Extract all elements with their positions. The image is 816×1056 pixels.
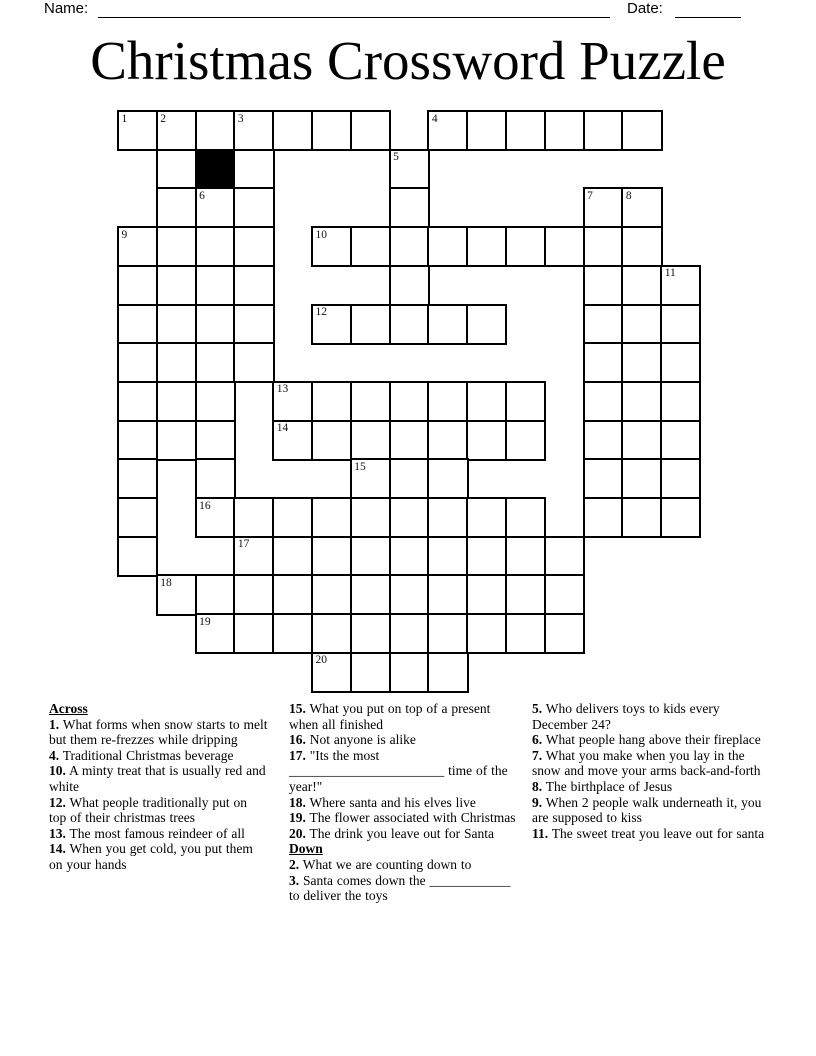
cell-number: 4 bbox=[431, 112, 438, 125]
clues-heading: Down bbox=[289, 841, 323, 857]
grid-cell[interactable] bbox=[156, 420, 197, 461]
grid-cell[interactable] bbox=[117, 226, 158, 267]
cell-number: 19 bbox=[199, 615, 211, 628]
grid-cell[interactable] bbox=[389, 187, 430, 228]
grid-cell[interactable] bbox=[156, 342, 197, 383]
grid-cell[interactable] bbox=[544, 536, 585, 577]
grid-cell[interactable] bbox=[233, 613, 274, 654]
grid-cell[interactable] bbox=[427, 226, 468, 267]
clues-heading: Across bbox=[49, 701, 88, 716]
grid-cell[interactable] bbox=[195, 304, 236, 345]
grid-cell[interactable] bbox=[117, 381, 158, 422]
grid-cell[interactable] bbox=[660, 342, 701, 383]
clue-number: 10. bbox=[49, 763, 66, 779]
clue-number: 8. bbox=[532, 778, 543, 794]
grid-cell[interactable] bbox=[427, 110, 468, 151]
grid-cell[interactable] bbox=[466, 304, 507, 345]
grid-cell[interactable] bbox=[117, 110, 158, 151]
grid-cell[interactable] bbox=[233, 149, 274, 190]
clue: 20. The drink you leave out for Santa bbox=[289, 825, 494, 841]
grid-cell[interactable] bbox=[389, 652, 430, 693]
grid-cell[interactable] bbox=[427, 458, 468, 499]
cell-number: 6 bbox=[199, 189, 205, 202]
grid-cell[interactable] bbox=[583, 342, 624, 383]
grid-cell[interactable] bbox=[389, 226, 430, 267]
grid-cell[interactable] bbox=[233, 110, 274, 151]
grid-cell[interactable] bbox=[466, 110, 507, 151]
cell-number: 18 bbox=[160, 576, 172, 589]
grid-cell[interactable] bbox=[117, 304, 158, 345]
grid-cell[interactable] bbox=[195, 381, 236, 422]
clue: 15. What you put on top of a present when all finished bbox=[289, 701, 491, 732]
grid-cell[interactable] bbox=[233, 497, 274, 538]
clue: 17. "Its the most _______________________ time of the year!" bbox=[289, 747, 508, 794]
grid-cell[interactable] bbox=[195, 265, 236, 306]
grid-cell[interactable] bbox=[427, 574, 468, 615]
clue-number: 20. bbox=[289, 825, 306, 841]
grid-cell[interactable] bbox=[233, 574, 274, 615]
grid-cell[interactable] bbox=[466, 497, 507, 538]
grid-cell[interactable] bbox=[389, 536, 430, 577]
clue-number: 5. bbox=[532, 701, 543, 716]
grid-cell[interactable] bbox=[156, 381, 197, 422]
grid-cell[interactable] bbox=[350, 381, 391, 422]
grid-cell[interactable] bbox=[311, 497, 352, 538]
clue-number: 19. bbox=[289, 810, 306, 826]
clue-number: 15. bbox=[289, 701, 306, 716]
grid-cell[interactable] bbox=[583, 381, 624, 422]
grid-cell[interactable] bbox=[117, 536, 158, 577]
cell-number: 3 bbox=[237, 112, 244, 125]
grid-cell[interactable] bbox=[350, 613, 391, 654]
grid-cell[interactable] bbox=[233, 226, 274, 267]
clue-number: 18. bbox=[289, 794, 306, 810]
grid-cell[interactable] bbox=[544, 226, 585, 267]
grid-cell[interactable] bbox=[621, 342, 662, 383]
name-label: Name: bbox=[44, 0, 89, 17]
clue: 12. What people traditionally put on top of their christmas trees bbox=[49, 794, 247, 826]
grid-cell[interactable] bbox=[311, 574, 352, 615]
grid-cell[interactable] bbox=[311, 110, 352, 151]
clue-number: 16. bbox=[289, 732, 306, 748]
grid-cell[interactable] bbox=[660, 265, 701, 306]
grid-cell[interactable] bbox=[583, 226, 624, 267]
grid-cell[interactable] bbox=[156, 304, 197, 345]
clue-number: 3. bbox=[289, 872, 300, 888]
clue: 4. Traditional Christmas beverage bbox=[49, 747, 234, 763]
grid-cell[interactable] bbox=[311, 613, 352, 654]
grid-cell[interactable] bbox=[350, 304, 391, 345]
grid-cell[interactable] bbox=[621, 187, 662, 228]
grid-cell[interactable] bbox=[350, 226, 391, 267]
clue: 11. The sweet treat you leave out for santa bbox=[532, 825, 765, 841]
clue-number: 12. bbox=[49, 794, 66, 810]
grid-cell[interactable] bbox=[660, 304, 701, 345]
grid-cell[interactable] bbox=[272, 420, 313, 461]
grid-cell[interactable] bbox=[350, 420, 391, 461]
grid-cell[interactable] bbox=[389, 613, 430, 654]
grid-cell[interactable] bbox=[233, 342, 274, 383]
grid-cell[interactable] bbox=[272, 613, 313, 654]
clues-column-2 bbox=[289, 701, 519, 904]
grid-cell[interactable] bbox=[621, 304, 662, 345]
grid-cell[interactable] bbox=[233, 265, 274, 306]
grid-cell[interactable] bbox=[466, 420, 507, 461]
cell-number: 20 bbox=[315, 654, 327, 667]
grid-cell[interactable] bbox=[389, 381, 430, 422]
cell-number: 16 bbox=[199, 499, 211, 512]
grid-cell[interactable] bbox=[195, 420, 236, 461]
grid-cell[interactable] bbox=[311, 420, 352, 461]
grid-cell[interactable] bbox=[272, 381, 313, 422]
grid-cell[interactable] bbox=[621, 420, 662, 461]
grid-cell[interactable] bbox=[195, 187, 236, 228]
clue: 1. What forms when snow starts to melt but them re-frezzes while dripping bbox=[49, 716, 268, 748]
grid-cell[interactable] bbox=[195, 574, 236, 615]
grid-cell[interactable] bbox=[311, 226, 352, 267]
grid-cell[interactable] bbox=[272, 574, 313, 615]
grid-cell[interactable] bbox=[621, 458, 662, 499]
clue: 7. What you make when you lay in the snow and move your arms back-and-forth bbox=[532, 747, 761, 779]
grid-cell[interactable] bbox=[272, 497, 313, 538]
grid-cell[interactable] bbox=[583, 458, 624, 499]
grid-cell[interactable] bbox=[195, 226, 236, 267]
grid-cell[interactable] bbox=[350, 110, 391, 151]
grid-cell[interactable] bbox=[505, 226, 546, 267]
grid-cell[interactable] bbox=[505, 574, 546, 615]
grid-cell[interactable] bbox=[505, 497, 546, 538]
clue: 5. Who delivers toys to kids every December 24? bbox=[532, 701, 720, 732]
grid-cell[interactable] bbox=[311, 304, 352, 345]
grid-cell[interactable] bbox=[117, 458, 158, 499]
cell-number: 13 bbox=[276, 383, 289, 396]
grid-cell[interactable] bbox=[350, 458, 391, 499]
clue-number: 9. bbox=[532, 794, 543, 810]
cell-number: 12 bbox=[315, 306, 327, 318]
grid-cell[interactable] bbox=[583, 420, 624, 461]
clue-number: 7. bbox=[532, 747, 543, 763]
grid-cell[interactable] bbox=[466, 536, 507, 577]
grid-cell[interactable] bbox=[156, 574, 197, 615]
grid-cell[interactable] bbox=[195, 458, 236, 499]
grid-cell[interactable] bbox=[544, 574, 585, 615]
clue: 9. When 2 people walk underneath it, you are supposed to kiss bbox=[532, 794, 762, 826]
grid-cell[interactable] bbox=[389, 149, 430, 190]
grid-cell[interactable] bbox=[427, 536, 468, 577]
clue: 18. Where santa and his elves live bbox=[289, 794, 476, 810]
cell-number: 2 bbox=[160, 112, 167, 125]
grid-cell[interactable] bbox=[621, 381, 662, 422]
grid-cell[interactable] bbox=[350, 497, 391, 538]
clue: 14. When you get cold, you put them on your hands bbox=[49, 841, 253, 872]
grid-cell[interactable] bbox=[427, 381, 468, 422]
clue-number: 13. bbox=[49, 825, 66, 841]
grid-cell[interactable] bbox=[427, 497, 468, 538]
grid-cell[interactable] bbox=[621, 497, 662, 538]
grid-cell[interactable] bbox=[427, 304, 468, 345]
grid-cell[interactable] bbox=[505, 536, 546, 577]
grid-cell[interactable] bbox=[195, 342, 236, 383]
grid-cell[interactable] bbox=[660, 381, 701, 422]
date-label: Date: bbox=[627, 0, 663, 17]
clue-number: 14. bbox=[49, 841, 66, 857]
clue: 6. What people hang above their fireplace bbox=[532, 732, 761, 748]
clue: 2. What we are counting down to bbox=[289, 856, 472, 872]
grid-cell[interactable] bbox=[660, 458, 701, 499]
grid-cell[interactable] bbox=[311, 381, 352, 422]
grid-cell[interactable] bbox=[156, 265, 197, 306]
clues-column-3 bbox=[532, 701, 770, 841]
grid-cell[interactable] bbox=[389, 574, 430, 615]
cell-number: 15 bbox=[354, 460, 366, 473]
grid-cell[interactable] bbox=[583, 304, 624, 345]
clue: 16. Not anyone is alike bbox=[289, 732, 416, 748]
cell-number: 17 bbox=[237, 538, 250, 551]
name-blank-line[interactable] bbox=[98, 2, 610, 18]
grid-cell[interactable] bbox=[544, 110, 585, 151]
grid-cell[interactable] bbox=[389, 497, 430, 538]
grid-cell[interactable] bbox=[195, 613, 236, 654]
clue-number: 17. bbox=[289, 747, 306, 763]
date-blank-line[interactable] bbox=[675, 2, 741, 18]
grid-cell[interactable] bbox=[505, 420, 546, 461]
page-title: Christmas Crossword Puzzle bbox=[90, 30, 726, 91]
grid-cell[interactable] bbox=[156, 149, 197, 190]
cell-number: 1 bbox=[121, 112, 128, 125]
grid-cell[interactable] bbox=[195, 110, 236, 151]
grid-cell[interactable] bbox=[427, 420, 468, 461]
grid-cell[interactable] bbox=[427, 652, 468, 693]
grid-cell[interactable] bbox=[621, 110, 662, 151]
grid-cell[interactable] bbox=[117, 265, 158, 306]
grid-cell[interactable] bbox=[583, 497, 624, 538]
clue-number: 11. bbox=[532, 825, 549, 841]
grid-cell[interactable] bbox=[311, 652, 352, 693]
grid-cell[interactable] bbox=[350, 652, 391, 693]
grid-cell[interactable] bbox=[466, 381, 507, 422]
grid-cell[interactable] bbox=[583, 265, 624, 306]
grid-cell[interactable] bbox=[466, 613, 507, 654]
clue-number: 4. bbox=[49, 747, 60, 763]
clue: 8. The birthplace of Jesus bbox=[532, 778, 673, 794]
grid-cell[interactable] bbox=[505, 381, 546, 422]
grid-cell[interactable] bbox=[583, 110, 624, 151]
grid-cell[interactable] bbox=[233, 304, 274, 345]
cell-number: 11 bbox=[664, 267, 676, 280]
clues-column-1 bbox=[49, 701, 268, 873]
clue-number: 2. bbox=[289, 856, 300, 872]
crossword-grid bbox=[117, 110, 702, 694]
cell-number: 9 bbox=[121, 228, 128, 241]
grid-cell[interactable] bbox=[505, 110, 546, 151]
grid-cell[interactable] bbox=[389, 265, 430, 306]
clue: 10. A minty treat that is usually red and white bbox=[49, 763, 266, 794]
grid-cell[interactable] bbox=[233, 536, 274, 577]
grid-cell[interactable] bbox=[156, 226, 197, 267]
cell-number: 5 bbox=[393, 151, 399, 164]
cell-number: 10 bbox=[315, 228, 327, 241]
grid-cell[interactable] bbox=[505, 613, 546, 654]
clue: 3. Santa comes down the ____________ to deliver the toys bbox=[289, 872, 511, 904]
grid-cell[interactable] bbox=[311, 536, 352, 577]
cell-number: 8 bbox=[625, 189, 632, 202]
grid-cell[interactable] bbox=[583, 187, 624, 228]
grid-cell[interactable] bbox=[660, 497, 701, 538]
grid-cell[interactable] bbox=[272, 536, 313, 577]
clue-number: 6. bbox=[532, 732, 543, 748]
clue: 19. The flower associated with Christmas bbox=[289, 810, 516, 826]
grid-cell[interactable] bbox=[350, 536, 391, 577]
grid-cell[interactable] bbox=[621, 265, 662, 306]
grid-cell[interactable] bbox=[117, 497, 158, 538]
grid-cell[interactable] bbox=[389, 458, 430, 499]
grid-cell[interactable] bbox=[621, 226, 662, 267]
grid-cell[interactable] bbox=[117, 342, 158, 383]
cell-number: 14 bbox=[276, 422, 289, 435]
grid-cell[interactable] bbox=[233, 187, 274, 228]
grid-cell[interactable] bbox=[117, 420, 158, 461]
grid-cell[interactable] bbox=[389, 420, 430, 461]
grid-cell[interactable] bbox=[389, 304, 430, 345]
grid-cell[interactable] bbox=[466, 226, 507, 267]
grid-cell[interactable] bbox=[156, 110, 197, 151]
cell-number: 7 bbox=[587, 189, 593, 202]
grid-cell[interactable] bbox=[350, 574, 391, 615]
blocked-cell bbox=[195, 149, 236, 190]
clue: 13. The most famous reindeer of all bbox=[49, 825, 245, 841]
grid-cell[interactable] bbox=[272, 110, 313, 151]
grid-cell[interactable] bbox=[195, 497, 236, 538]
grid-cell[interactable] bbox=[544, 613, 585, 654]
grid-cell[interactable] bbox=[156, 187, 197, 228]
grid-cell[interactable] bbox=[466, 574, 507, 615]
clue-number: 1. bbox=[49, 716, 60, 732]
grid-cell[interactable] bbox=[660, 420, 701, 461]
grid-cell[interactable] bbox=[427, 613, 468, 654]
